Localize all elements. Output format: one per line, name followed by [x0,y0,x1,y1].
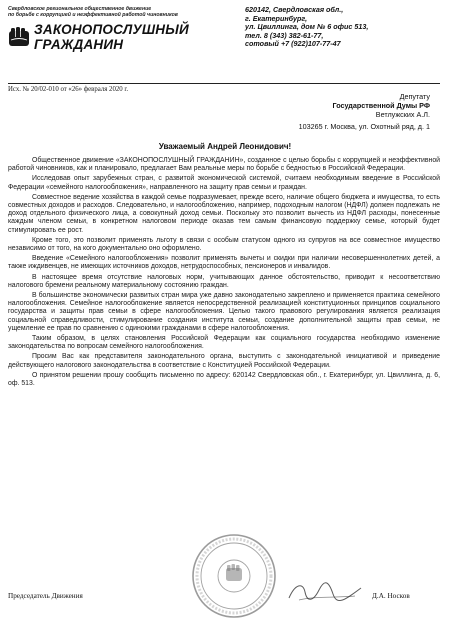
greeting: Уважаемый Андрей Леонидович! [158,142,292,151]
contact-line: 620142, Свердловская обл., [245,5,344,14]
brand-line-2: ГРАЖДАНИН [34,36,124,52]
outgoing-reference: Исх. № 20/02-010 от «26» февраля 2020 г. [8,86,129,93]
handwritten-signature [285,578,365,606]
fist-logo-icon [8,26,30,48]
body-paragraph: Таким образом, в целях становления Российской Федерации как социального государства необходимо изменение законодательства по вопросам семейного налогообложения. [8,335,440,351]
letter-body [8,157,440,390]
addressee-address: 103265 г. Москва, ул. Охотный ряд, д. 1 [298,122,430,131]
letterhead-divider [8,83,440,84]
brand-line-1: ЗАКОНОПОСЛУШНЫЙ [34,22,189,37]
body-paragraph: Введение «Семейного налогообложения» позволит применять вычеты и скидки при наличии несовершеннолетних детей, а также иждивенцев, не имеющих источников доходов, нетрудоспособных, пенсионеров и инвалидов. [8,255,440,271]
body-paragraph: Совместное ведение хозяйства в каждой семье подразумевает, прежде всего, наличие общего бюджета и имущества, то есть совместных доходов и расходов. Следовательно, и налогообложению, например, подоходным налогом (НДФЛ) должен подлежать не доход отдельного физического лица, а совокупный доход семьи. Поскольку это позволит вычесть из НДФЛ расходы, понесенные каждым членом семьи, в конкретном налоговом периоде оказав тем самым финансовую поддержку семье, который будет стимулировать ее рост. [8,193,440,234]
body-paragraph: В большинстве экономически развитых стран мира уже давно законодательно закреплено и применяется практика семейного налогообложения. Семейное налогообложение является непосредственной реализацией конституционных принципов социального государства и защиты прав семьи в сфере налогообложения. Целью такого правового регулирования является реализация социальной справедливости, стимулирование создания института семьи, создание дополнительной защиты прав семьи, не ущемление ее прав по сравнению с одинокими гражданами в сфере налогообложения. [8,292,440,332]
org-line-2: по борьбе с коррупцией и неэффективной работой чиновников [8,12,178,19]
contact-line: ул. Цвиллинга, дом № 6 офис 513, [245,22,369,32]
letterhead-contacts [245,6,445,49]
body-paragraph: О принятом решении прошу сообщить письменно по адресу: 620142 Свердловская обл., г. Екатеринбург, ул. Цвиллинга, д. 6, оф. 513. [8,371,440,388]
body-paragraph: Кроме того, это позволит применять льготу в связи с особым статусом одного из супругов на все совместное имущество независимо от того, на кого документально оно оформлено. [8,236,440,253]
addressee-block [299,92,430,131]
contact-line: тел. 8 (343) 382-61-77, [245,30,324,40]
letterhead-org-description [8,6,213,18]
contact-line: сотовый +7 (922)107-77-47 [245,39,341,49]
contact-line: г. Екатеринбург, [245,13,308,23]
body-paragraph: Просим Вас как представителя законодательного органа, выступить с законодательной инициативой и приведение действующего налогового законодательства в соответствие с Конституцией Российской Федерации. [8,353,440,369]
body-paragraph: Общественное движение «ЗАКОНОПОСЛУШНЫЙ ГРАЖДАНИН», созданное с целью борьбы с коррупцией и неэффективной работой чиновников, как и планировало, предлагает Вам реальные меры по борьбе с бедностью в Российской Федерации. [8,157,440,173]
round-seal-stamp [190,532,278,620]
signatory-role: Председатель Движения [8,592,83,600]
addressee-line-2: Государственной Думы РФ [332,101,430,110]
org-line-1: Свердловское региональное общественное движение [8,6,152,12]
signatory-name: Д.А. Носков [372,592,410,600]
body-paragraph: Исследовав опыт зарубежных стран, с развитой экономической системой, считаем необходимым введение в Российской Федерации «семейного налогообложения», направленного на защиту прав семьи и граждан. [8,175,440,191]
body-paragraph: В настоящее время отсутствие налоговых норм, учитывающих данное обстоятельство, приводит к несоответствию налогового бремени реальному материальному состоянию граждан. [8,273,440,289]
addressee-line-1: Депутату [399,92,430,101]
addressee-line-3: Ветлужских А.Л. [375,110,430,119]
brand-name [34,23,189,52]
